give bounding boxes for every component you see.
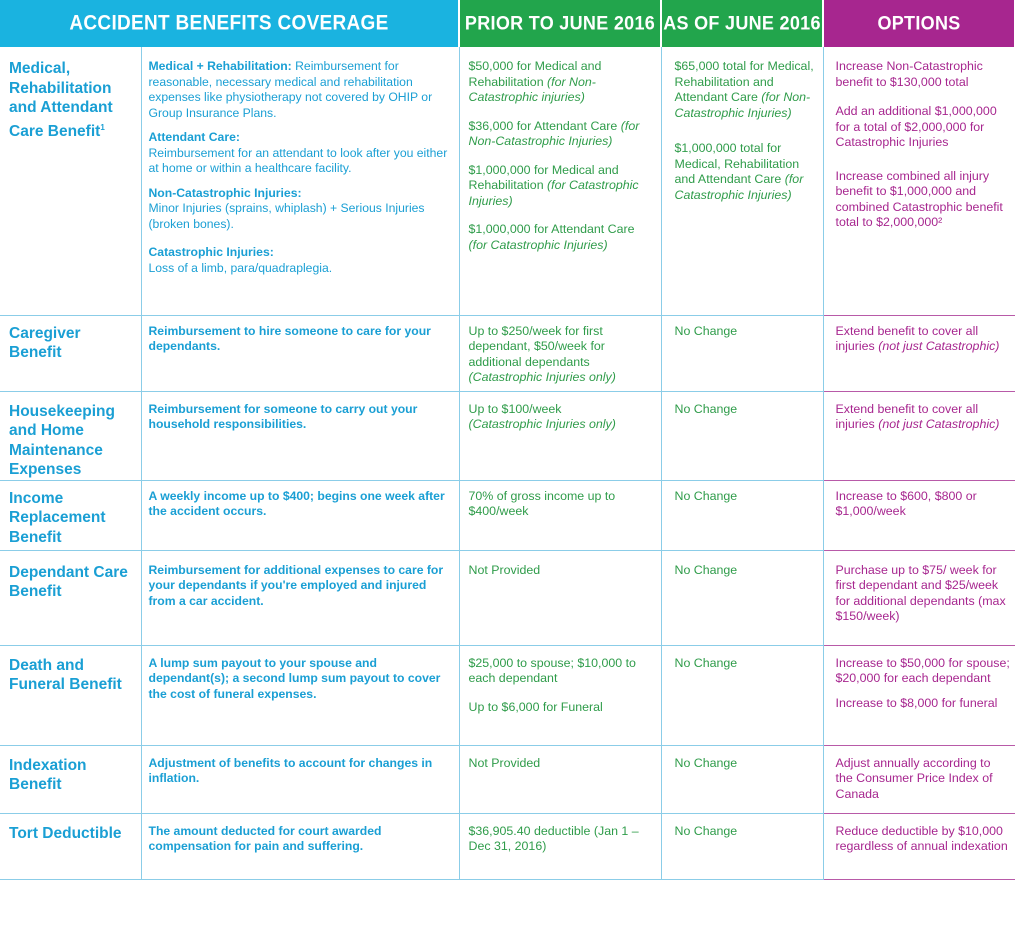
table-row [0,645,1015,745]
header-row [0,0,1015,47]
table-row [0,480,1015,550]
prior-value: Up to $100/week (Catastrophic Injuries only) [459,391,661,480]
prior-value: $25,000 to spouse; $10,000 to each dependant Up to $6,000 for Funeral [459,645,661,745]
table-row [0,745,1015,813]
asof-value: No Change [661,315,823,391]
benefit-name: Indexation Benefit [0,745,141,813]
header-prior: PRIOR TO JUNE 2016 [459,0,661,47]
prior-value: Up to $250/week for first dependant, $50/week for additional dependants (Catastrophic Injuries only) [459,315,661,391]
option-value: Increase to $50,000 for spouse; $20,000 for each dependant Increase to $8,000 for funeral [823,645,1015,745]
benefit-name: Dependant Care Benefit [0,550,141,645]
benefit-name: Death and Funeral Benefit [0,645,141,745]
option-value: Reduce deductible by $10,000 regardless of annual indexation [823,813,1015,879]
prior-value: Not Provided [459,745,661,813]
option-value: Extend benefit to cover all injuries (not just Catastrophic) [823,391,1015,480]
prior-value: Not Provided [459,550,661,645]
option-value: Increase Non-Catastrophic benefit to $130,000 total Add an additional $1,000,000 for a total of $2,000,000 for Catastrophic Injuries Increase combined all injury benefit to $1,000,000 and combined Catastrophic benefit total to $2,000,000² [823,47,1015,315]
header-asof: AS OF JUNE 2016 [661,0,823,47]
benefit-description: Medical + Rehabilitation: Reimbursement for reasonable, necessary medical and rehabilitation expenses like physiotherapy not covered by OHIP or Group Insurance Plans. Attendant Care: Reimbursement for an attendant to look after you either at home or within a healthcare facility. Non-Catastrophic Injuries: Minor Injuries (sprains, whiplash) + Serious Injuries (broken bones). Catastrophic Injuries: Loss of a limb, para/quadraplegia. [141,47,459,315]
option-value: Increase to $600, $800 or $1,000/week [823,480,1015,550]
prior-value: $36,905.40 deductible (Jan 1 – Dec 31, 2016) [459,813,661,879]
asof-value: $65,000 total for Medical, Rehabilitation and Attendant Care (for Non-Catastrophic Injuries) $1,000,000 total for Medical, Rehabilitation and Attendant Care (for Catastrophic Injuries) [661,47,823,315]
table-row [0,550,1015,645]
asof-value: No Change [661,745,823,813]
benefit-name: Caregiver Benefit [0,315,141,391]
prior-value: $50,000 for Medical and Rehabilitation (for Non-Catastrophic injuries) $36,000 for Attendant Care (for Non-Catastrophic Injuries) $1,000,000 for Medical and Rehabilitation (for Catastrophic Injuries) $1,000,000 for Attendant Care (for Catastrophic Injuries) [459,47,661,315]
asof-value: No Change [661,391,823,480]
table-row [0,47,1015,315]
benefit-description: A lump sum payout to your spouse and dependant(s); a second lump sum payout to cover the cost of funeral expenses. [141,645,459,745]
option-value: Purchase up to $75/ week for first dependant and $25/week for additional dependants (max $150/week) [823,550,1015,645]
header-options: OPTIONS [823,0,1015,47]
benefit-description: Reimbursement to hire someone to care for your dependants. [141,315,459,391]
benefit-description: A weekly income up to $400; begins one week after the accident occurs. [141,480,459,550]
table-row [0,391,1015,480]
asof-value: No Change [661,645,823,745]
benefit-description: Reimbursement for someone to carry out your household responsibilities. [141,391,459,480]
benefit-name: Housekeeping and Home Maintenance Expenses [0,391,141,480]
benefit-name: Income Replacement Benefit [0,480,141,550]
benefit-description: Adjustment of benefits to account for changes in inflation. [141,745,459,813]
asof-value: No Change [661,480,823,550]
benefit-name: Tort Deductible [0,813,141,879]
option-value: Extend benefit to cover all injuries (not just Catastrophic) [823,315,1015,391]
table-row [0,813,1015,879]
asof-value: No Change [661,550,823,645]
header-coverage: ACCIDENT BENEFITS COVERAGE [0,0,459,47]
benefit-description: The amount deducted for court awarded compensation for pain and suffering. [141,813,459,879]
table-row [0,315,1015,391]
option-value: Adjust annually according to the Consumer Price Index of Canada [823,745,1015,813]
benefit-name: Medical, Rehabilitation and Attendant Care Benefit$^1$ [0,47,141,315]
benefit-description: Reimbursement for additional expenses to care for your dependants if you're employed and injured from a car accident. [141,550,459,645]
asof-value: No Change [661,813,823,879]
prior-value: 70% of gross income up to $400/week [459,480,661,550]
